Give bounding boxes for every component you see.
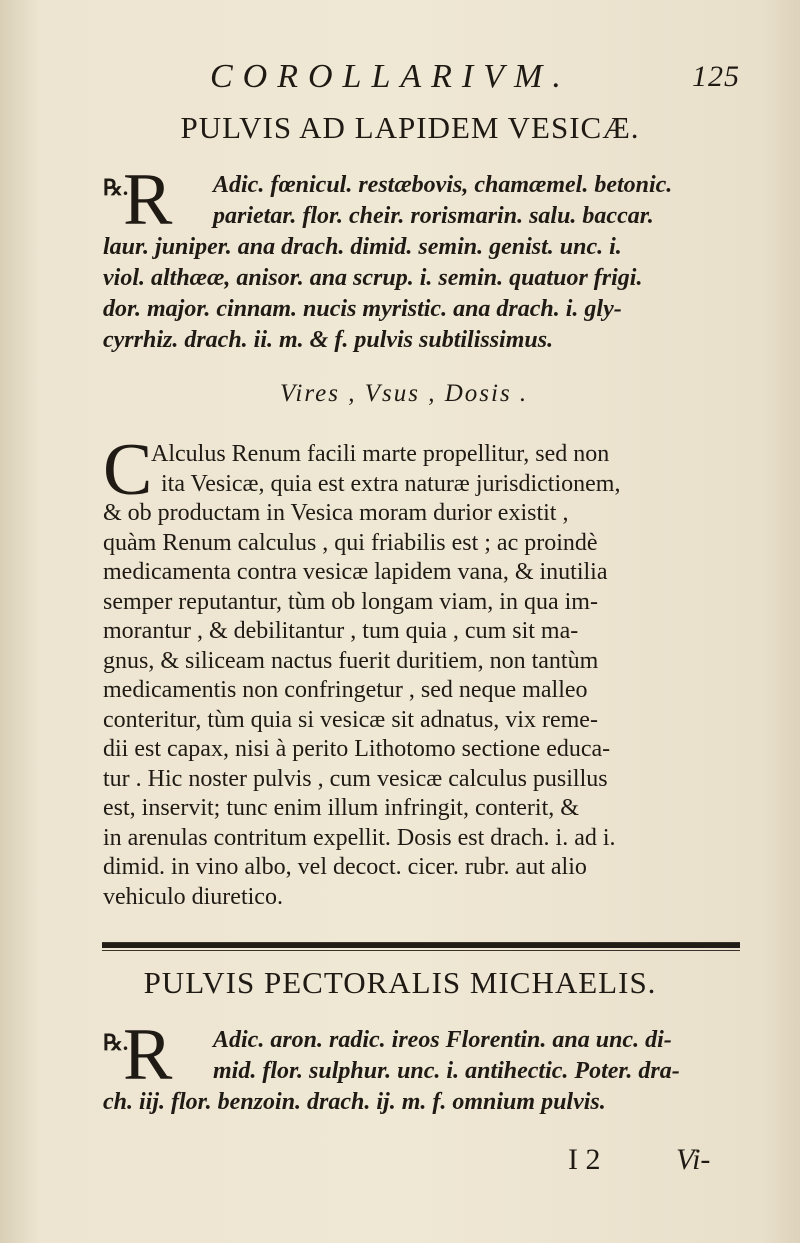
section-divider-thin	[102, 950, 740, 951]
recipe-pectoralis	[103, 1014, 763, 1115]
body-line: Alculus Renum facili marte propellitur, sed non	[151, 441, 610, 467]
recipe-line: mid. flor. sulphur. unc. i. antihectic. Poter. dra-	[213, 1058, 680, 1084]
recipe-mark: ℞.	[103, 1030, 129, 1055]
drop-cap-initial: R	[123, 159, 173, 241]
recipe-line: parietar. flor. cheir. rorismarin. salu. baccar.	[213, 203, 654, 229]
body-line: & ob productam in Vesica moram durior existit ,	[103, 500, 569, 526]
body-line: gnus, & siliceam nactus fuerit duritiem, non tantùm	[103, 647, 599, 674]
body-line: medicamenta contra vesicæ lapidem vana, & inutilia	[103, 559, 608, 585]
catchword: Vi-	[676, 1143, 711, 1176]
body-line: tur . Hic noster pulvis , cum vesicæ calculus pusillus	[103, 765, 608, 792]
body-line: in arenulas contritum expellit. Dosis est drach. i. ad i.	[103, 824, 616, 851]
recipe-line: laur. juniper. ana drach. dimid. semin. genist. unc. i.	[103, 234, 622, 260]
body-line: quàm Renum calculus , qui friabilis est ; ac proindè	[103, 529, 598, 556]
recipe-line: cyrrhiz. drach. ii. m. & f. pulvis subtilissimus.	[103, 327, 554, 353]
body-line: morantur , & debilitantur , tum quia , cum sit ma-	[103, 618, 579, 644]
running-title: COROLLARIVM.	[210, 58, 571, 95]
recipe-vesicae	[103, 159, 763, 355]
body-line: dimid. in vino albo, vel decoct. cicer. rubr. aut alio	[103, 854, 587, 880]
page-number: 125	[692, 60, 740, 93]
recipe-mark: ℞.	[103, 175, 129, 200]
body-line: ita Vesicæ, quia est extra naturæ jurisdictionem,	[161, 470, 621, 497]
section-title-pectoralis: PULVIS PECTORALIS MICHAELIS.	[143, 965, 657, 1000]
body-line: medicamentis non confringetur , sed neque malleo	[103, 677, 588, 703]
recipe-line: viol. althææ, anisor. ana scrup. i. semin. quatuor frigi.	[103, 265, 643, 291]
body-line: dii est capax, nisi à perito Lithotomo sectione educa-	[103, 736, 611, 762]
drop-cap-initial: C	[103, 429, 153, 511]
section-divider	[102, 942, 740, 948]
running-header	[210, 58, 750, 98]
section-title-vesicae: PULVIS AD LAPIDEM VESICÆ.	[180, 110, 640, 145]
recipe-line: ch. iij. flor. benzoin. drach. ij. m. f. omnium pulvis.	[103, 1089, 606, 1115]
recipe-line: dor. major. cinnam. nucis myristic. ana drach. i. gly-	[103, 296, 622, 322]
body-line: vehiculo diuretico.	[103, 883, 283, 910]
body-line: semper reputantur, tùm ob longam viam, in qua im-	[103, 588, 598, 615]
subheading-vires-usus-dosis: Vires , Vsus , Dosis .	[280, 380, 529, 407]
signature-mark: I 2	[568, 1143, 601, 1176]
recipe-line: Adic. fœnicul. restæbovis, chamæmel. betonic.	[213, 172, 673, 198]
body-line: conteritur, tùm quia si vesicæ sit adnatus, vix reme-	[103, 706, 598, 733]
drop-cap-initial: R	[123, 1014, 173, 1096]
recipe-line: Adic. aron. radic. ireos Florentin. ana unc. di-	[213, 1027, 672, 1053]
body-line: est, inservit; tunc enim illum infringit, conterit, &	[103, 795, 579, 821]
